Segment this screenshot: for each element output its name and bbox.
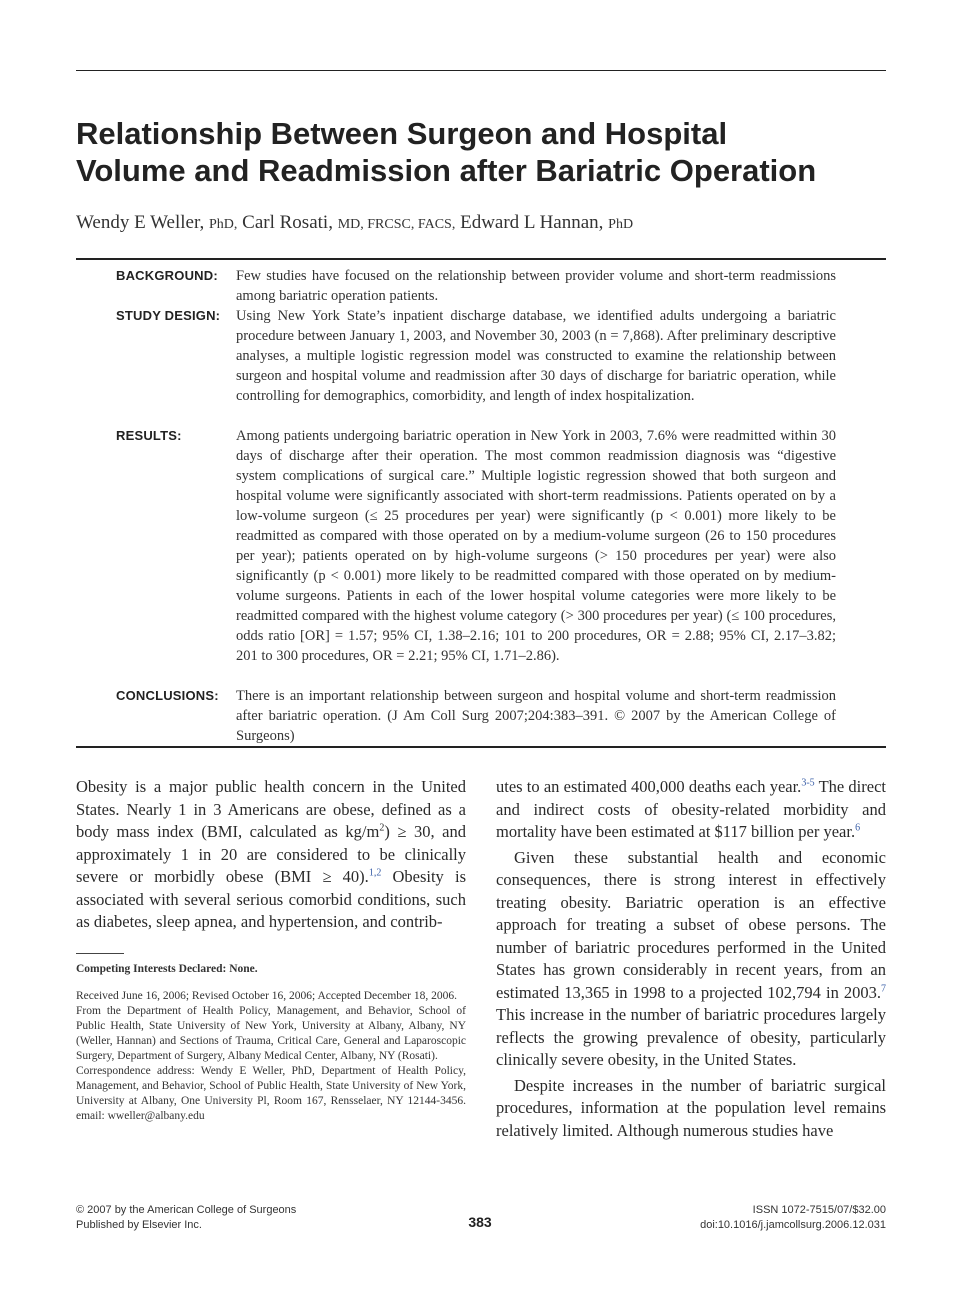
body-paragraph [496, 776, 886, 844]
body-text: ) ≥ 30, and approximately 1 in 20 are considered to be clinically severe or morbidly obese (BMI ≥ 40). [76, 822, 466, 886]
affiliation: From the Department of Health Policy, Management, and Behavior, School of Public Health, State University of New York, University at Albany, Albany, NY (Weller, Hannan) and Sections of Trauma, Critical Care, General and Laparoscopic Surgery, Department of Surgery, Albany Medical Center, Albany, NY (Rosati). [76, 1005, 466, 1062]
abstract-text: There is an important relationship between surgeon and hospital volume and short-term readmission after bariatric operation. (J Am Coll Surg 2007;204:383–391. © 2007 by the American College of Surgeons) [236, 688, 836, 744]
citation-ref[interactable]: 3-5 [801, 777, 815, 789]
correspondence: Correspondence address: Wendy E Weller, PhD, Department of Health Policy, Management, and Behavior, School of Public Health, State University of New York, University at Albany, One University Pl, Room 167, Rensselaer, NY 12144-3456. email: wweller@albany.edu [76, 1065, 466, 1122]
publisher-text: Published by Elsevier Inc. [76, 1219, 202, 1231]
footnotes [76, 962, 466, 1124]
body-paragraph [76, 776, 466, 934]
body-text: This increase in the number of bariatric procedures largely reflects the growing prevalence of obesity, particularly clinically severe obesity, in the United States. [496, 1005, 886, 1069]
page-number: 383 [468, 1214, 492, 1230]
author-list [76, 212, 886, 234]
title-line-1: Relationship Between Surgeon and Hospital [76, 116, 728, 151]
citation-ref[interactable]: 7 [881, 983, 886, 994]
body-text: The direct and indirect costs of obesity-related morbidity and mortality have been estimated at $117 billion per year. [496, 777, 886, 841]
body-paragraph: Despite increases in the number of bariatric surgical procedures, information at the population level remains relatively limited. Although numerous studies have [496, 1075, 886, 1140]
body-right-column [496, 776, 886, 1142]
abstract-label: RESULTS: [116, 428, 182, 443]
abstract-text: Few studies have focused on the relationship between provider volume and short-term readmissions among bariatric operation patients. [236, 268, 836, 304]
body-text: Obesity is associated with several serious comorbid conditions, such as diabetes, sleep apnea, and hypertension, and contrib- [76, 867, 466, 931]
abstract-label: BACKGROUND: [116, 268, 218, 283]
footnote-rule [76, 953, 124, 954]
author-name: Carl Rosati, [242, 212, 333, 233]
author-name: Edward L Hannan, [460, 212, 604, 233]
body-text: utes to an estimated 400,000 deaths each year. [496, 777, 802, 796]
copyright-text: © 2007 by the American College of Surgeons [76, 1204, 297, 1216]
body-paragraph [496, 847, 886, 1072]
author-name: Wendy E Weller, [76, 212, 205, 233]
superscript: 2 [379, 822, 385, 834]
title-line-2: Volume and Readmission after Bariatric Operation [76, 153, 817, 188]
abstract-label: CONCLUSIONS: [116, 688, 219, 703]
citation-ref[interactable]: 6 [855, 822, 861, 834]
abstract-text: Among patients undergoing bariatric operation in New York in 2003, 7.6% were readmitted within 30 days of discharge after their operation. The most common readmission diagnosis was “digestive system complications of surgical care.” Multiple logistic regression showed that both surgeon and hospital volume were significantly associated with short-term readmissions. Patients operated on by a low-volume surgeon (≤ 25 procedures per year) were significantly (p < 0.001) more likely to be readmitted as compared with those operated on by a medium-volume surgeon (26 to 150 procedures per year); patients operated on by high-volume surgeons (> 150 procedures per year) were also significantly (p < 0.001) more likely to be readmitted compared with those operated on by medium-volume surgeons. Patients in each of the lower hospital volume categories were more likely to be readmitted compared with the highest volume category (> 300 procedures per year) (≤ 100 procedures, odds ratio [OR] = 1.57; 95% CI, 1.38–2.16; 101 to 200 procedures, OR = 2.88; 95% CI, 2.17–3.82; 201 to 300 procedures, OR = 2.21; 95% CI, 1.71–2.86). [236, 428, 836, 664]
author-degrees: MD, FRCSC, FACS, [337, 217, 456, 232]
author-degrees: PhD, [209, 217, 238, 232]
abstract-label: STUDY DESIGN: [116, 308, 221, 323]
body-text: Obesity is a major public health concern in the United States. Nearly 1 in 3 Americans are obese, defined as a body mass index (BMI, calculated as kg/m [76, 777, 466, 841]
doi-link[interactable]: doi:10.1016/j.jamcollsurg.2006.12.031 [700, 1219, 886, 1231]
abstract-box [76, 258, 886, 748]
body-text: Given these substantial health and economic consequences, there is strong interest in effectively treating obesity. Bariatric operation is an effective approach for treating a subset of obese persons. The number of bariatric procedures performed in the United States has grown considerably in recent years, from an estimated 13,365 in 1998 to a projected 102,794 in 2003. [496, 847, 886, 1002]
citation-ref[interactable]: 1,2 [368, 867, 382, 879]
author-degrees: PhD [608, 217, 634, 232]
footer-left [76, 1203, 376, 1233]
abstract-text: Using New York State’s inpatient discharge database, we identified adults undergoing a bariatric procedure between January 1, 2003, and November 30, 2003 (n = 7,868). After preliminary descriptive analyses, a multiple logistic regression model was constructed to examine the relationship between surgeon and hospital volume and readmission after 30 days of discharge for bariatric operation, while controlling for demographics, comorbidity, and length of index hospitalization. [236, 308, 836, 404]
body-left-column [76, 776, 466, 934]
competing-interests: Competing Interests Declared: None. [76, 963, 258, 975]
footer-right [586, 1203, 886, 1233]
issn-text: ISSN 1072-7515/07/$32.00 [752, 1204, 886, 1216]
article-title [76, 115, 886, 189]
top-rule [76, 70, 886, 71]
received-dates: Received June 16, 2006; Revised October 16, 2006; Accepted December 18, 2006. [76, 990, 457, 1002]
